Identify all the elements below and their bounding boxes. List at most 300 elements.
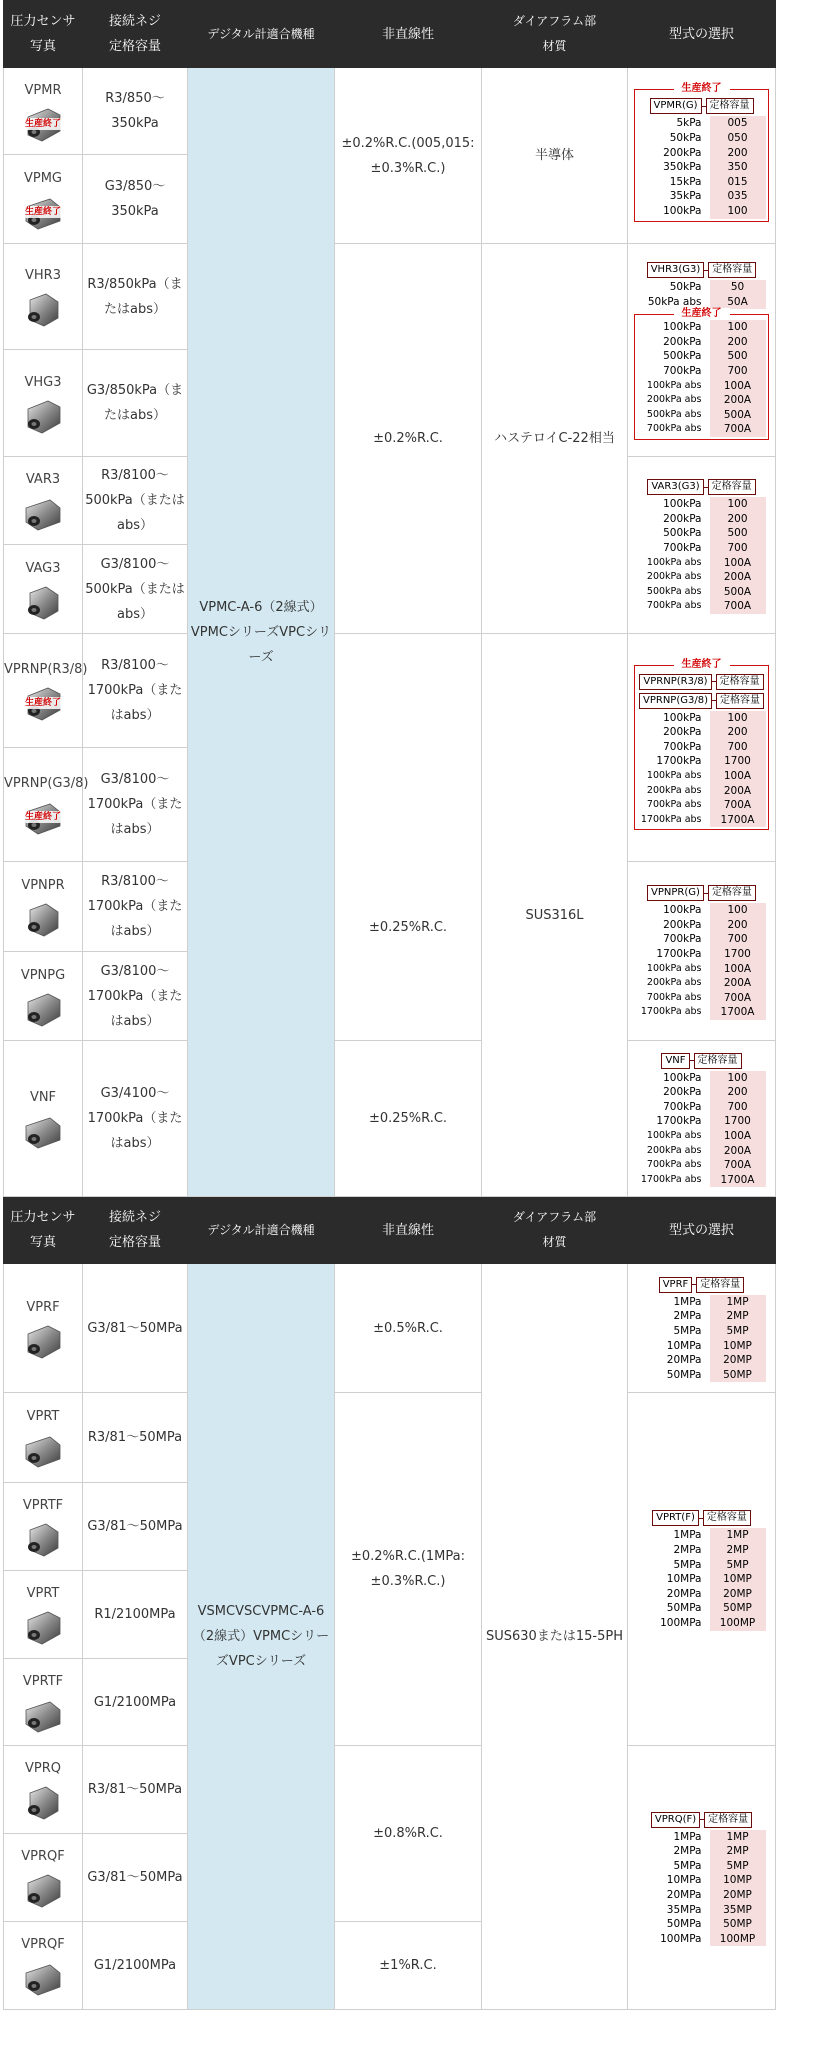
header-sensor-line1: 圧力センサ <box>10 1210 76 1225</box>
selector-header <box>628 1812 775 1828</box>
linearity-line: ±0.25%R.C. <box>368 1111 448 1126</box>
thread-line: 50～350kPa <box>111 91 165 131</box>
sensor-cell <box>4 457 83 545</box>
sensor-cell <box>4 350 83 457</box>
thread-line: （またはabs） <box>104 276 183 317</box>
capacity-value: 100MPa <box>660 1932 702 1945</box>
capacity-value: 350kPa <box>663 161 702 174</box>
header-thread-line2: 定格容量 <box>108 1235 161 1250</box>
capacity-row <box>628 1100 775 1115</box>
capacity-value: 10MPa <box>666 1573 702 1586</box>
thread-line: 100～1700kPa <box>87 772 170 812</box>
capacity-value: 700kPa <box>663 365 702 377</box>
sensor-cell <box>4 1483 83 1571</box>
compatible-models-line: VPCシリーズ <box>248 624 332 665</box>
model-code: VPMR(G) <box>650 98 702 114</box>
sensor-photo-icon <box>20 1696 66 1736</box>
header-linearity: 非直線性 <box>335 1197 482 1264</box>
capacity-value: 200kPa abs <box>646 1144 702 1156</box>
capacity-code: 35MP <box>710 1903 766 1918</box>
discontinued-label: 生産終了 <box>674 308 730 320</box>
diaphragm-line: または <box>536 1629 576 1644</box>
table-row <box>4 1393 776 1483</box>
capacity-row <box>628 1144 775 1159</box>
sensor-photo-icon <box>20 1520 66 1560</box>
sensor-photo-icon <box>20 290 66 330</box>
capacity-value: 1MPa <box>673 1529 702 1542</box>
compatible-models-line: VSC <box>235 1604 262 1619</box>
model-code: VPRNP(G3/8) <box>639 693 712 709</box>
capacity-value: 700kPa abs <box>646 799 702 811</box>
linearity <box>335 1746 482 1922</box>
capacity-row <box>637 711 766 726</box>
thread-line: G1/2 <box>93 1694 125 1710</box>
capacity-row <box>637 131 766 146</box>
thread-line: （またはabs） <box>110 899 183 939</box>
header-thread <box>83 1 188 68</box>
capacity-value: 100kPa <box>663 711 702 724</box>
compatible-models <box>188 1264 335 2010</box>
table-row <box>4 1041 776 1197</box>
capacity-code: 100 <box>710 320 766 335</box>
thread-cell <box>83 1041 188 1197</box>
capacity-value: 1700kPa <box>656 947 702 960</box>
capacity-value: 50kPa abs <box>647 295 702 308</box>
sensor-photo <box>4 900 82 940</box>
linearity <box>335 68 482 244</box>
capacity-code: 200 <box>710 1085 766 1100</box>
capacity-row <box>628 1071 775 1086</box>
header-diaphragm-line1: ダイアフラム部 <box>512 14 597 28</box>
capacity-row <box>628 512 775 527</box>
sensor-photo-icon <box>20 900 66 940</box>
linearity <box>335 1264 482 1393</box>
capacity-value: 1MPa <box>673 1295 702 1308</box>
diaphragm: 半導体 <box>482 68 628 244</box>
thread-line: （またはabs） <box>110 797 183 837</box>
capacity-row <box>628 1339 775 1354</box>
capacity-label: 定格容量 <box>694 1053 742 1069</box>
capacity-row <box>628 526 775 541</box>
linearity-line: ±0.8%R.C. <box>373 1826 443 1841</box>
model-code: VNF <box>661 1053 689 1069</box>
model-code: VAR3(G3) <box>647 479 703 495</box>
sensor-name: VAR3 <box>25 472 61 487</box>
header-select: 型式の選択 <box>628 1 776 68</box>
capacity-code: 035 <box>710 189 766 204</box>
sensor-photo <box>4 1871 82 1911</box>
thread-line: R1/2 <box>94 1607 125 1622</box>
capacity-row <box>628 962 775 977</box>
header-sensor-line1: 圧力センサ <box>10 14 76 29</box>
thread-line: 100～1700kPa <box>87 658 169 698</box>
thread-line: 1～50MPa <box>117 1782 183 1797</box>
capacity-value: 700kPa abs <box>646 423 702 435</box>
thread-line: G3/8 <box>100 963 132 979</box>
linearity-line: ±0.2%R.C. <box>373 431 443 446</box>
capacity-code: 100 <box>710 497 766 512</box>
capacity-value: 100kPa <box>663 204 702 217</box>
thread-line: 50kPa <box>117 276 157 292</box>
capacity-value: 5MPa <box>673 1859 702 1872</box>
thread-line: 50～350kPa <box>111 179 166 219</box>
capacity-value: 200kPa abs <box>646 977 702 989</box>
capacity-code: 100A <box>710 1129 766 1144</box>
sensor-photo <box>4 397 82 437</box>
capacity-label: 定格容量 <box>706 98 754 114</box>
capacity-code: 200 <box>710 918 766 933</box>
capacity-value: 200kPa <box>663 918 702 931</box>
sensor-name: (R3/8) <box>47 662 88 677</box>
capacity-code: 700A <box>710 599 766 614</box>
sensor-cell <box>4 244 83 350</box>
model-selector <box>628 257 775 311</box>
capacity-value: 700kPa abs <box>646 1159 702 1171</box>
linearity-line: ±1%R.C. <box>379 1958 437 1973</box>
capacity-value: 200kPa <box>663 335 702 348</box>
linearity-line: ±0.2%R.C. <box>341 135 412 151</box>
header-diaphragm <box>482 1 628 68</box>
capacity-row <box>628 1859 775 1874</box>
sensor-photo-icon <box>20 583 66 623</box>
thread-cell <box>83 862 188 952</box>
linearity <box>335 1922 482 2010</box>
sensor-cell <box>4 1659 83 1746</box>
thread-line: （またはabs） <box>110 988 183 1029</box>
capacity-code: 50A <box>710 295 766 310</box>
capacity-value: 2MPa <box>673 1845 702 1858</box>
thread-line: 100MPa <box>124 1958 177 1973</box>
capacity-row <box>637 725 766 740</box>
capacity-value: 35MPa <box>666 1903 702 1916</box>
capacity-code: 200 <box>710 725 766 740</box>
capacity-row <box>628 1616 775 1631</box>
capacity-code: 2MP <box>710 1543 766 1558</box>
capacity-row <box>628 1368 775 1383</box>
sensor-photo-icon <box>20 397 66 437</box>
capacity-value: 50kPa <box>669 132 702 145</box>
capacity-value: 100kPa <box>663 498 702 511</box>
capacity-code: 10MP <box>710 1572 766 1587</box>
capacity-code: 20MP <box>710 1587 766 1602</box>
capacity-value: 100kPa abs <box>646 1130 702 1141</box>
linearity <box>335 634 482 1041</box>
capacity-value: 700kPa abs <box>646 600 702 612</box>
header-sensor-line2: 写真 <box>29 39 56 54</box>
capacity-row <box>628 903 775 918</box>
sensor-cell <box>4 1393 83 1483</box>
capacity-row <box>628 1528 775 1543</box>
capacity-code: 1MP <box>710 1830 766 1845</box>
header-select: 型式の選択 <box>628 1197 776 1264</box>
sensor-photo <box>4 1783 82 1823</box>
sensor-name: VHG3 <box>24 374 62 390</box>
capacity-value: 5MPa <box>673 1558 702 1571</box>
capacity-row <box>628 541 775 556</box>
capacity-row <box>628 585 775 600</box>
capacity-code: 200 <box>710 335 766 350</box>
thread-line: R3/8 <box>87 276 118 292</box>
capacity-code: 100MP <box>710 1932 766 1947</box>
discontinued-label: 生産終了 <box>674 659 730 671</box>
thread-cell <box>83 1834 188 1922</box>
model-code: VPRQ(F) <box>651 1812 700 1828</box>
capacity-code: 2MP <box>710 1844 766 1859</box>
discontinued-badge: 生産終了 <box>21 811 65 823</box>
selector-header <box>637 674 766 690</box>
capacity-value: 500kPa abs <box>646 408 702 420</box>
thread-cell <box>83 457 188 545</box>
thread-line: G3/4 <box>100 1086 132 1101</box>
thread-line: R3/8 <box>87 1782 118 1797</box>
capacity-value: 700kPa <box>663 1100 702 1113</box>
capacity-code: 50 <box>710 280 766 295</box>
selector-header <box>628 1053 775 1069</box>
capacity-code: 50MP <box>710 1917 766 1932</box>
sensor-name: VPRNP <box>4 662 48 677</box>
thread-line: G3/8 <box>100 772 132 787</box>
capacity-row <box>628 570 775 585</box>
table-row <box>4 68 776 155</box>
thread-cell <box>83 1746 188 1834</box>
capacity-value: 15kPa <box>669 175 702 188</box>
sensor-name: VPRT <box>26 1409 60 1424</box>
capacity-code: 50MP <box>710 1368 766 1383</box>
capacity-code: 100 <box>710 903 766 918</box>
capacity-row <box>637 798 766 813</box>
capacity-code: 100MP <box>710 1616 766 1631</box>
capacity-row <box>637 204 766 219</box>
thread-line: （またはabs） <box>110 683 183 723</box>
capacity-row <box>637 740 766 755</box>
sensor-cell <box>4 68 83 155</box>
model-code: VPRF <box>659 1277 693 1293</box>
capacity-value: 35kPa <box>669 190 702 203</box>
capacity-value: 200kPa <box>663 512 702 525</box>
selector-header <box>628 1510 775 1526</box>
capacity-row <box>628 1543 775 1558</box>
sensor-cell <box>4 634 88 748</box>
sensor-name: VPMR <box>24 82 62 98</box>
table-row <box>4 1264 776 1393</box>
model-selector <box>628 1048 775 1190</box>
thread-line: 100～1700kPa <box>87 874 169 914</box>
capacity-row <box>628 1158 775 1173</box>
capacity-value: 500kPa <box>663 527 702 540</box>
header-diaphragm-line1: ダイアフラム部 <box>512 1210 597 1224</box>
capacity-code: 20MP <box>710 1353 766 1368</box>
sensor-photo <box>4 1608 82 1648</box>
capacity-code: 200 <box>710 512 766 527</box>
capacity-code: 700 <box>710 740 766 755</box>
sensor-photo <box>4 1696 82 1736</box>
capacity-code: 1700A <box>710 1173 766 1188</box>
model-select-cell <box>628 1041 776 1197</box>
discontinued-label: 生産終了 <box>674 83 730 95</box>
compatible-models-line: VPMCシリーズ <box>215 1629 330 1669</box>
capacity-row <box>628 1295 775 1310</box>
capacity-code: 700 <box>710 541 766 556</box>
capacity-row <box>628 1353 775 1368</box>
thread-line: 50kPa <box>117 383 158 398</box>
sensor-cell <box>4 1264 83 1393</box>
header-diaphragm-line2: 材質 <box>542 1235 567 1249</box>
table-row <box>4 634 776 748</box>
thread-cell <box>83 1922 188 2010</box>
model-select-cell <box>628 1264 776 1393</box>
capacity-row <box>628 1324 775 1339</box>
capacity-row <box>637 175 766 190</box>
diaphragm: SUS316L <box>482 634 628 1197</box>
diaphragm-line: SUS630 <box>486 1629 537 1644</box>
thread-line: （またはabs） <box>110 1111 183 1151</box>
compatible-models-line: VSMC <box>197 1604 236 1619</box>
compatible-models-line: VPMC-A-6（2線式） <box>192 1604 325 1644</box>
model-select-cell <box>628 1393 776 1746</box>
sensor-photo <box>4 1322 82 1362</box>
capacity-value: 100kPa <box>663 904 702 917</box>
capacity-code: 100 <box>710 1071 766 1086</box>
capacity-value: 1700kPa abs <box>640 1173 702 1185</box>
thread-line: G3/8 <box>87 1870 119 1885</box>
compatible-models-line: VPMC-A-6（2線式） <box>199 599 323 615</box>
thread-line: G1/2 <box>93 1958 125 1973</box>
capacity-row <box>628 280 775 295</box>
capacity-row <box>628 1309 775 1324</box>
thread-cell <box>83 634 188 748</box>
capacity-value: 50MPa <box>666 1368 702 1381</box>
capacity-row <box>637 754 766 769</box>
capacity-row <box>628 497 775 512</box>
sensor-photo <box>4 105 82 145</box>
capacity-row <box>637 364 766 379</box>
capacity-row <box>628 947 775 962</box>
header-sensor-line2: 写真 <box>29 1235 56 1250</box>
capacity-row <box>637 320 766 335</box>
capacity-row <box>628 556 775 571</box>
capacity-row <box>637 379 766 394</box>
capacity-code: 1MP <box>710 1528 766 1543</box>
sensor-cell <box>4 545 83 634</box>
thread-line: R3/8 <box>87 1430 118 1445</box>
thread-cell <box>83 68 188 155</box>
sensor-name: VNF <box>29 1090 57 1105</box>
table-row <box>4 1746 776 1834</box>
capacity-row <box>628 932 775 947</box>
sensor-name: VPRQF <box>21 1937 65 1952</box>
thread-cell <box>83 1571 188 1659</box>
model-selector <box>628 1272 775 1385</box>
sensor-cell <box>4 1041 83 1197</box>
thread-line: G3/8 <box>104 179 136 194</box>
capacity-value: 700kPa <box>663 541 702 554</box>
capacity-code: 1700A <box>710 813 766 828</box>
sensor-photo <box>4 1520 82 1560</box>
thread-line: （またはabs） <box>117 493 185 533</box>
thread-line: 100～500kPa <box>85 468 169 508</box>
thread-line: 1～50MPa <box>118 1519 183 1534</box>
sensor-name: VAG3 <box>25 560 61 576</box>
capacity-code: 10MP <box>710 1339 766 1354</box>
sensor-cell <box>4 748 89 862</box>
thread-cell <box>83 1393 188 1483</box>
linearity-line: ±0.2%R.C. <box>350 1549 421 1564</box>
capacity-row <box>628 1844 775 1859</box>
capacity-value: 100MPa <box>660 1616 702 1629</box>
discontinued-group <box>634 308 769 440</box>
header-sensor <box>4 1 83 68</box>
thread-line: 100MPa <box>124 1694 177 1710</box>
sensor-name: VPMG <box>23 170 63 186</box>
sensor-name: VPNPR <box>21 878 65 893</box>
capacity-code: 20MP <box>710 1888 766 1903</box>
model-code: VPRNP(R3/8) <box>639 674 711 690</box>
model-code: VPRT(F) <box>652 1510 699 1526</box>
sensor-photo <box>4 684 82 724</box>
sensor-photo-icon <box>20 1322 66 1362</box>
capacity-value: 50kPa <box>669 281 702 294</box>
thread-line: R3/8 <box>101 658 132 673</box>
sensor-cell <box>4 1834 83 1922</box>
capacity-row <box>628 1830 775 1845</box>
thread-cell <box>83 545 188 634</box>
capacity-code: 200 <box>710 146 766 161</box>
capacity-value: 100kPa abs <box>646 379 702 391</box>
sensor-cell <box>4 1571 83 1659</box>
capacity-code: 200A <box>710 976 766 991</box>
capacity-code: 200A <box>710 570 766 585</box>
capacity-code: 2MP <box>710 1309 766 1324</box>
capacity-code: 050 <box>710 131 766 146</box>
model-select-cell <box>628 862 776 1041</box>
sensor-cell <box>4 952 83 1041</box>
capacity-label: 定格容量 <box>704 1812 752 1828</box>
capacity-row <box>637 335 766 350</box>
capacity-row <box>628 1917 775 1932</box>
header-digital: デジタル計適合機種 <box>188 1197 335 1264</box>
capacity-value: 2MPa <box>673 1544 702 1557</box>
capacity-row <box>637 422 766 437</box>
thread-line: G3/8 <box>87 1519 119 1534</box>
sensor-cell <box>4 1922 83 2010</box>
capacity-row <box>628 918 775 933</box>
discontinued-group <box>634 83 769 221</box>
capacity-row <box>628 1173 775 1188</box>
capacity-value: 1700kPa abs <box>640 813 702 825</box>
header-thread-line2: 定格容量 <box>108 39 161 54</box>
capacity-code: 700 <box>710 1100 766 1115</box>
discontinued-badge: 生産終了 <box>21 697 65 709</box>
capacity-value: 100kPa abs <box>646 962 702 974</box>
capacity-code: 1700A <box>710 1005 766 1020</box>
capacity-row <box>628 991 775 1006</box>
thread-line: R3/8 <box>101 874 132 889</box>
sensor-photo-icon <box>20 494 66 534</box>
sensor-photo <box>4 798 82 838</box>
sensor-name: VHR3 <box>25 268 61 283</box>
capacity-row <box>637 393 766 408</box>
sensor-photo-icon <box>20 1112 66 1152</box>
capacity-code: 1700 <box>710 754 766 769</box>
capacity-value: 2MPa <box>673 1310 702 1323</box>
capacity-row <box>628 1572 775 1587</box>
thread-line: R3/8 <box>105 91 136 106</box>
capacity-code: 100A <box>710 962 766 977</box>
model-select-cell <box>628 68 776 244</box>
header-linearity: 非直線性 <box>335 1 482 68</box>
capacity-code: 700 <box>710 364 766 379</box>
table-row <box>4 244 776 350</box>
